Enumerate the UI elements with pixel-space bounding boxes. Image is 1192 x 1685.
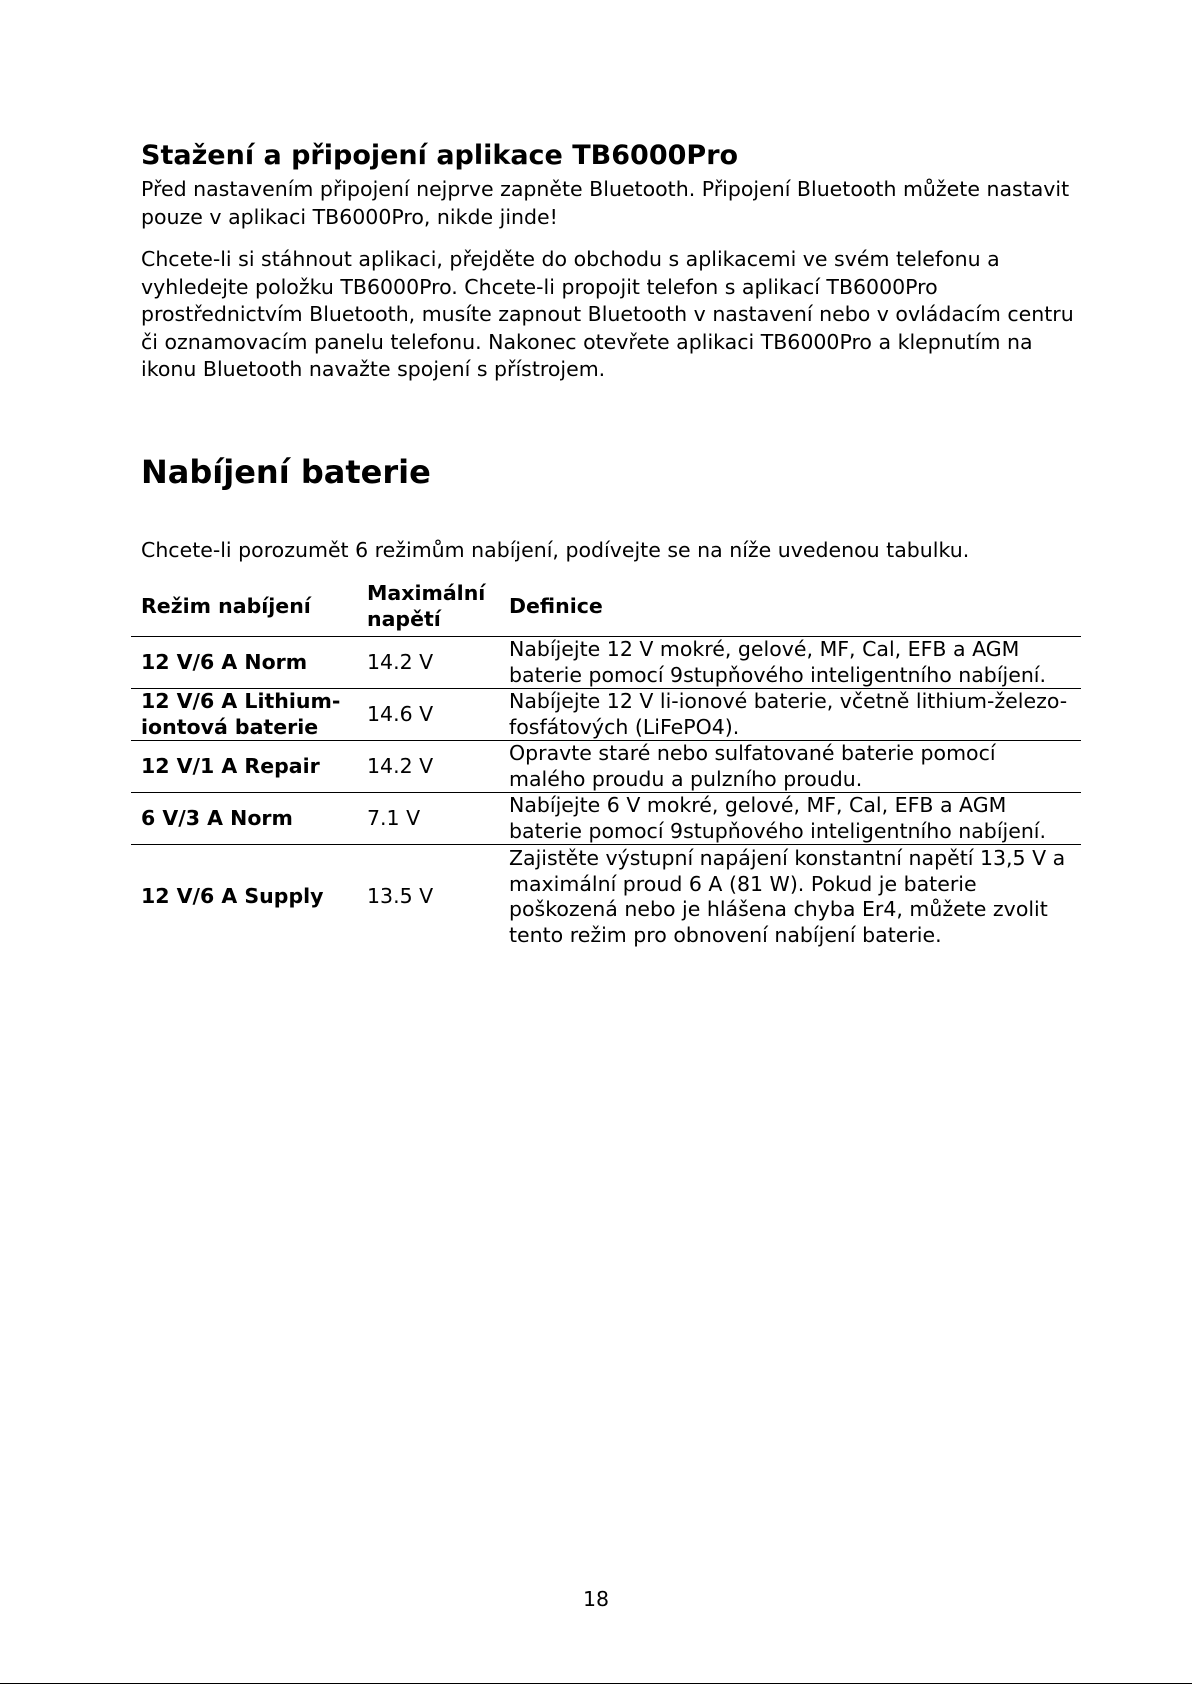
charging-modes-table (131, 579, 1081, 949)
header-voltage: Maximální napětí (357, 579, 499, 637)
table-row (131, 637, 1081, 689)
bluetooth-intro-paragraph: Před nastavením připojení nejprve zapněte Bluetooth. Připojení Bluetooth můžete nastavit pouze v aplikaci TB6000Pro, nikde jinde! (141, 177, 1070, 229)
header-mode: Režim nabíjení (131, 579, 357, 637)
table-row (131, 689, 1081, 741)
definition-cell: Nabíjejte 12 V li-ionové baterie, včetně lithium-železo-fosfátových (LiFePO4). (499, 689, 1081, 741)
table-row (131, 741, 1081, 793)
mode-cell: 12 V/6 A Supply (141, 884, 324, 909)
table-header-row (131, 579, 1081, 637)
definition-cell: Opravte staré nebo sulfatované baterie pomocí malého proudu a pulzního proudu. (499, 741, 1081, 793)
app-download-paragraph: Chcete-li si stáhnout aplikaci, přejděte do obchodu s aplikacemi ve svém telefonu a vyhledejte položku TB6000Pro. Chcete-li propojit telefon s aplikací TB6000Pro prostřednictvím Bluetooth, musíte zapnout Bluetooth v nastavení nebo v ovládacím centru či oznamovacím panelu telefonu. Nakonec otevřete aplikaci TB6000Pro a klepnutím na ikonu Bluetooth navažte spojení s přístrojem. (141, 247, 1074, 381)
voltage-cell: 14.6 V (357, 689, 499, 741)
mode-cell: 6 V/3 A Norm (131, 793, 357, 845)
voltage-cell: 14.2 V (357, 637, 499, 689)
definition-cell: Zajistěte výstupní napájení konstantní napětí 13,5 V a maximální proud 6 A (81 W). Pokud je baterie poškozená nebo je hlášena chyba Er4, můžete zvolit tento režim pro obnovení nabíjení baterie. (509, 846, 1066, 947)
mode-cell: 12 V/6 A Norm (131, 637, 357, 689)
table-row (131, 793, 1081, 845)
voltage-cell: 14.2 V (357, 741, 499, 793)
definition-cell: Nabíjejte 12 V mokré, gelové, MF, Cal, EFB a AGM baterie pomocí 9stupňového inteligentního nabíjení. (499, 637, 1081, 689)
voltage-cell: 13.5 V (367, 884, 434, 909)
table-row (131, 845, 1081, 950)
section-heading-charging: Nabíjení baterie (141, 453, 431, 491)
header-definition: Definice (499, 579, 1081, 637)
definition-cell: Nabíjejte 6 V mokré, gelové, MF, Cal, EFB a AGM baterie pomocí 9stupňového inteligentního nabíjení. (499, 793, 1081, 845)
mode-cell: 12 V/1 A Repair (131, 741, 357, 793)
charging-intro-paragraph: Chcete-li porozumět 6 režimům nabíjení, podívejte se na níže uvedenou tabulku. (141, 538, 970, 562)
page-bottom-divider (0, 1683, 1192, 1684)
page-number: 18 (582, 1587, 610, 1611)
section-heading-app: Stažení a připojení aplikace TB6000Pro (141, 140, 739, 171)
voltage-cell: 7.1 V (357, 793, 499, 845)
mode-cell: 12 V/6 A Lithium-iontová baterie (131, 689, 357, 741)
